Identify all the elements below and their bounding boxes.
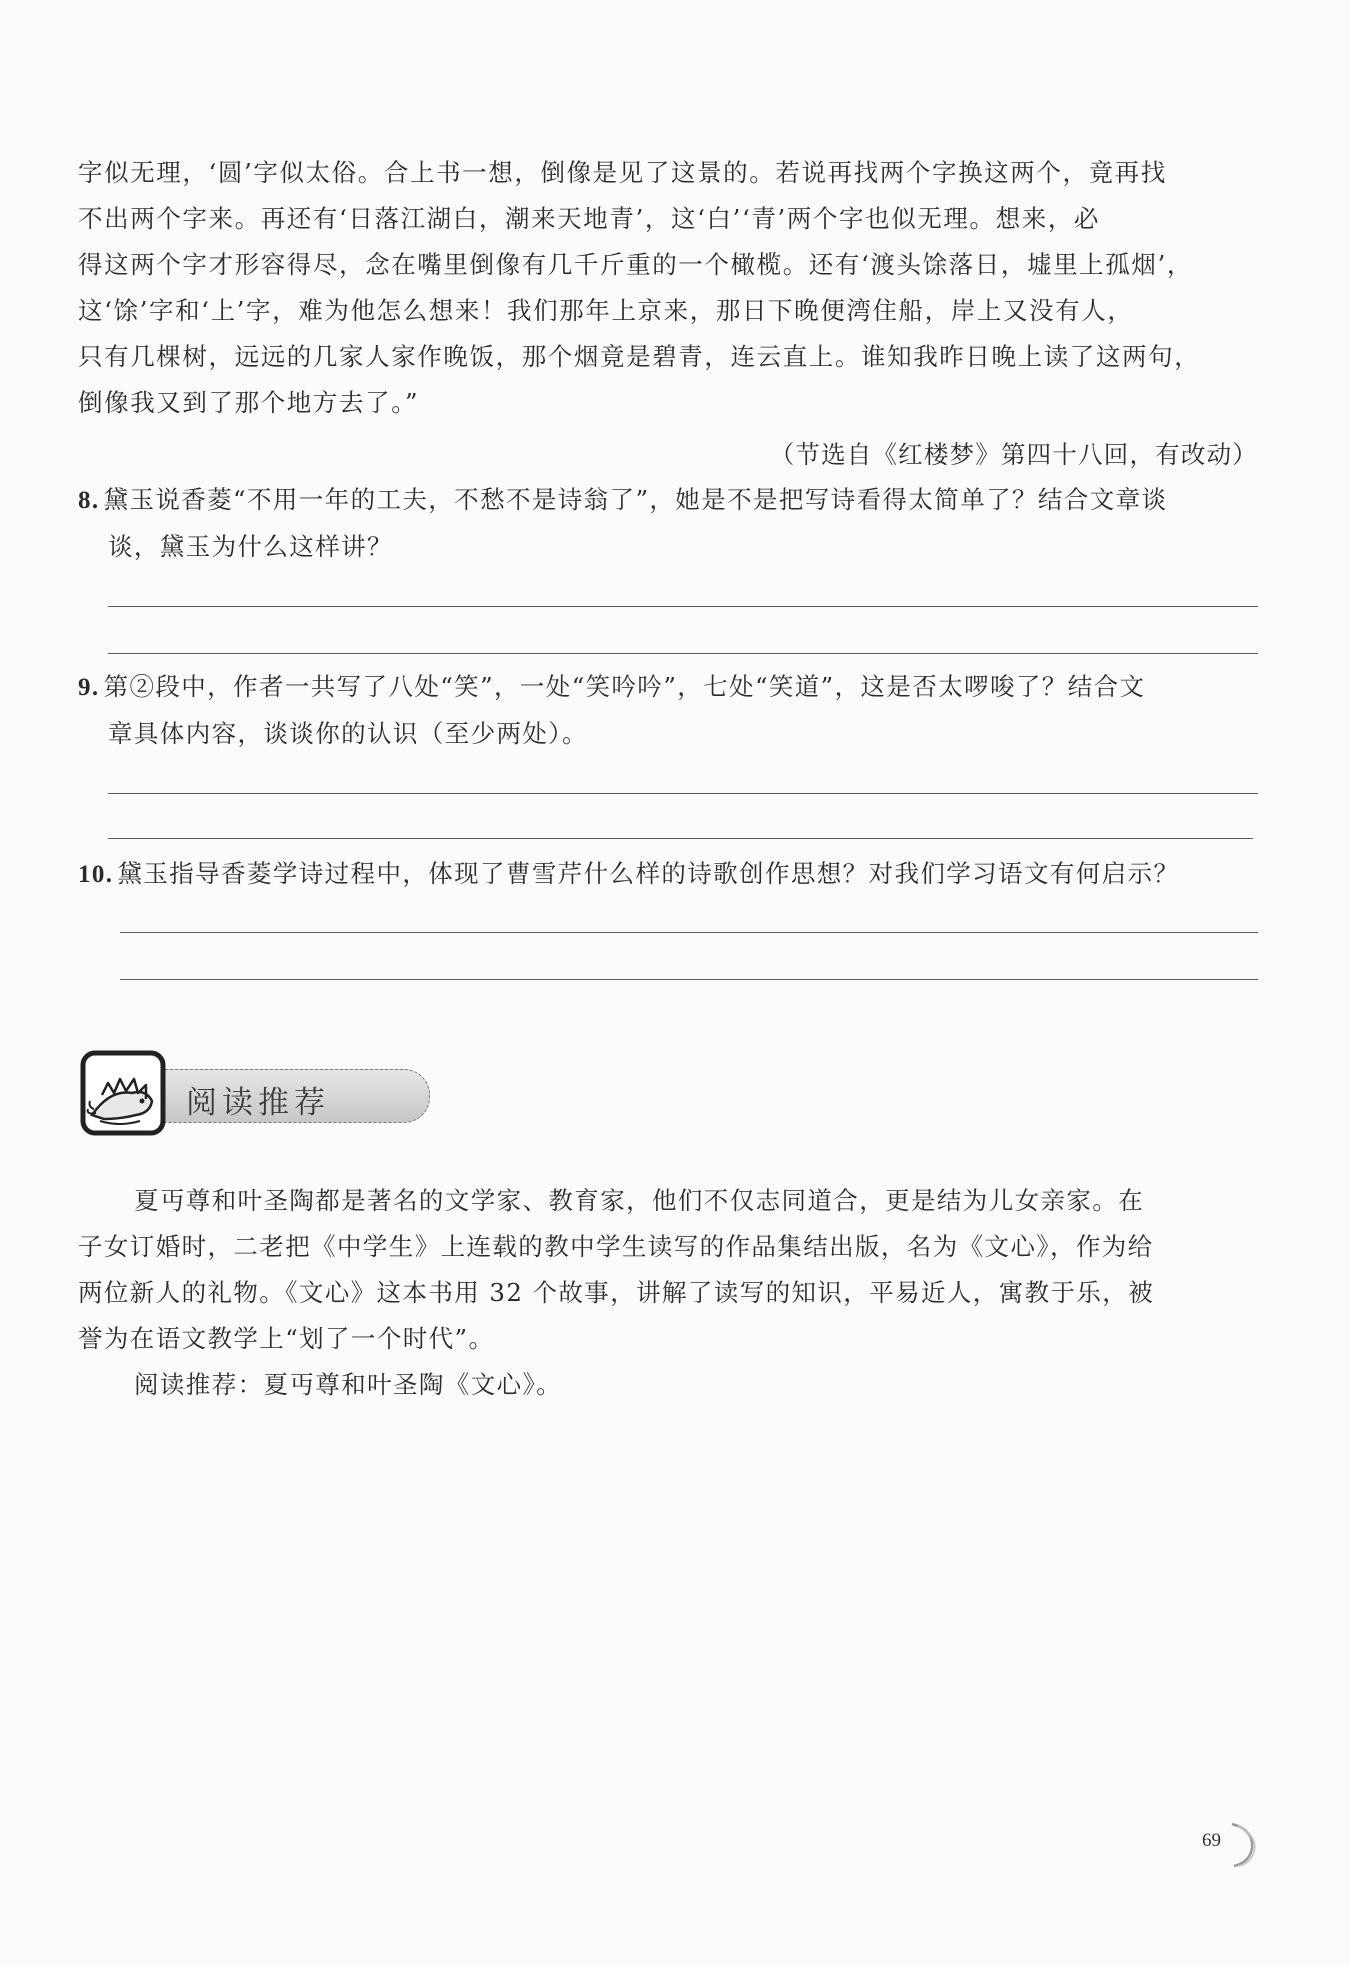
question-number: 8. [78,487,100,514]
answer-line[interactable] [108,793,1258,794]
question-number: 9. [78,674,100,701]
passage-line: 这‘馀’字和‘上’字，难为他怎么想来！我们那年上京来，那日下晚便湾住船，岸上又没有人， [78,296,1134,325]
page-number-badge [1198,1818,1258,1868]
passage-excerpt [78,150,1258,426]
reco-line: 夏丏尊和叶圣陶都是著名的文学家、教育家，他们不仅志同道合，更是结为儿女亲家。在 [134,1186,1145,1215]
question-number: 10. [78,861,114,888]
answer-line[interactable] [108,653,1258,654]
page-number: 69 [1202,1830,1221,1851]
question-text: 谈，黛玉为什么这样讲？ [108,532,393,561]
reco-line: 两位新人的礼物。《文心》这本书用 32 个故事，讲解了读写的知识，平易近人，寓教于乐，被 [78,1278,1155,1307]
dinosaur-icon [80,1049,166,1137]
reco-line: 誉为在语文教学上“划了一个时代”。 [78,1324,495,1353]
passage-source: （节选自《红楼梦》第四十八回，有改动） [769,440,1258,469]
reading-recommendation [78,1178,1258,1408]
question-text: 章具体内容，谈谈你的认识（至少两处）。 [108,719,588,748]
question-text: 黛玉说香菱“不用一年的工夫，不愁不是诗翁了”，她是不是把写诗看得太简单了？结合文章谈 [103,485,1168,514]
reco-book: 阅读推荐：夏丏尊和叶圣陶《文心》。 [134,1370,563,1399]
passage-line: 字似无理，‘圆’字似太俗。合上书一想，倒像是见了这景的。若说再找两个字换这两个，竟再找 [78,158,1167,187]
answer-line[interactable] [108,606,1258,607]
passage-line: 倒像我又到了那个地方去了。” [78,388,420,417]
question-8 [78,477,1258,570]
passage-line: 不出两个字来。再还有‘日落江湖白，潮来天地青’，这‘白’‘青’两个字也似无理。想来，必 [78,204,1101,233]
reco-line: 子女订婚时，二老把《中学生》上连载的教中学生读写的作品集结出版，名为《文心》，作为给 [78,1232,1154,1261]
question-text: 第②段中，作者一共写了八处“笑”，一处“笑吟吟”，七处“笑道”，这是否太啰唆了？结合文 [103,672,1146,701]
section-header [80,1049,360,1139]
section-title: 阅读推荐 [186,1085,330,1121]
answer-line[interactable] [120,979,1258,980]
question-text: 黛玉指导香菱学诗过程中，体现了曹雪芹什么样的诗歌创作思想？对我们学习语文有何启示？ [117,859,1180,888]
passage-line: 得这两个字才形容得尽，念在嘴里倒像有几千斤重的一个橄榄。还有‘渡头馀落日，墟里上孤烟’， [78,250,1193,279]
answer-line[interactable] [108,838,1253,839]
passage-line: 只有几棵树，远远的几家人家作晚饭，那个烟竟是碧青，连云直上。谁知我昨日晚上读了这两句， [78,342,1201,371]
question-9 [78,664,1258,757]
answer-line[interactable] [120,932,1258,933]
question-10 [78,851,1258,898]
